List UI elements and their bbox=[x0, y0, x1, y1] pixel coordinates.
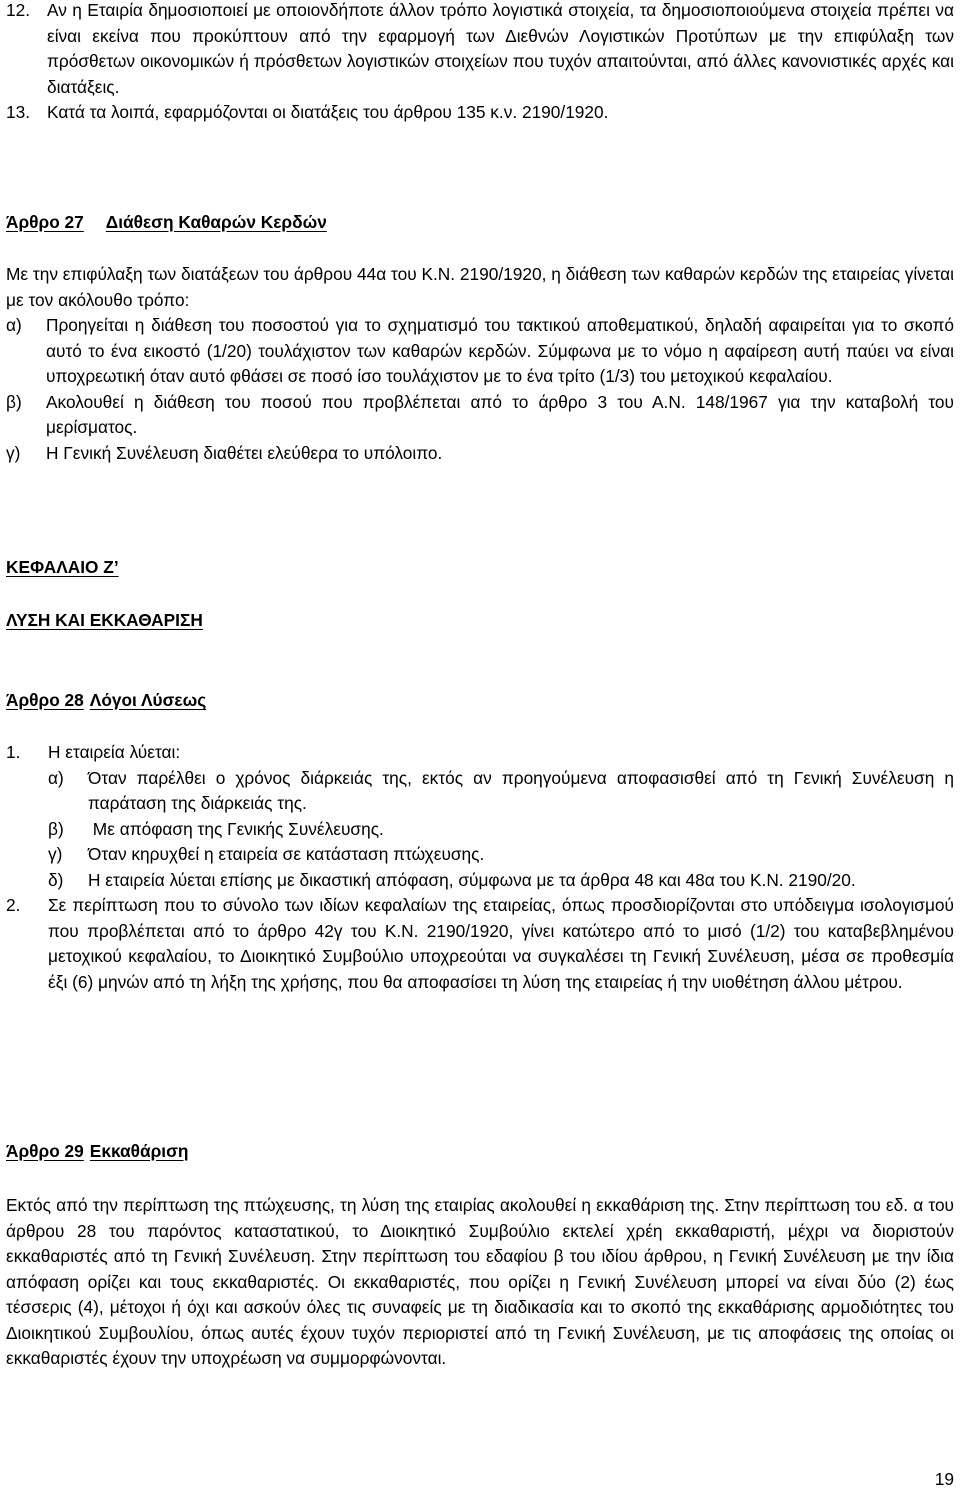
article-number: Άρθρο 28 bbox=[6, 690, 84, 710]
item-text: Η Γενική Συνέλευση διαθέτει ελεύθερα το υπόλοιπο. bbox=[46, 442, 443, 463]
article-text: Εκτός από την περίπτωση της πτώχευσης, τη λύση της εταιρίας ακολουθεί η εκκαθάριση της. Στην περίπτωση του εδ. α του άρθρου 28 του παρόντος καταστατικού, το Διοικητικό Συμβούλιο εκτελεί χρέη εκκαθαριστή, μέχρι να διοριστούν εκκαθαριστές από τη Γενική Συνέλευση. Στην περίπτωση του εδαφίου β του ιδίου άρθρου, η Γενική Συνέλευση με την ίδια απόφαση ορίζει και τους εκκαθαριστές. Οι εκκαθαριστές, που ορίζει η Γενική Συνέλευση μπορεί να είναι δύο (2) έως τέσσερις (4), μέτοχοι ή όχι και ασκούν όλες τις συναφείς με τη διαδικασία και το σκοπό της εκκαθάρισης αρμοδιότητες του Διοικητικού Συμβουλίου, όπως αυτές έχουν τυχόν περιοριστεί από τη Γενική Συνέλευση, με τις αποφάσεις της οποίας οι εκκαθαριστές έχουν την υποχρέωση να συμμορφώνονται. bbox=[6, 1195, 954, 1368]
article-28-body bbox=[6, 740, 954, 995]
article-27-body bbox=[6, 262, 954, 466]
page-number: 19 bbox=[934, 1469, 954, 1489]
item-text: Με απόφαση της Γενικής Συνέλευσης. bbox=[88, 818, 384, 839]
item-label: γ) bbox=[48, 844, 63, 864]
item-label: α) bbox=[6, 315, 22, 335]
article-29-heading bbox=[6, 1139, 954, 1165]
list-item bbox=[48, 868, 954, 894]
list-item bbox=[6, 893, 954, 995]
article-title: Λόγοι Λύσεως bbox=[89, 690, 207, 710]
article-number: Άρθρο 27 bbox=[6, 212, 84, 232]
list-item bbox=[6, 100, 954, 126]
list-item bbox=[48, 817, 954, 843]
item-label: β) bbox=[48, 818, 64, 839]
article-title: Διάθεση Καθαρών Κερδών bbox=[105, 212, 327, 232]
article-27-heading bbox=[6, 210, 954, 236]
item-text: Η εταιρεία λύεται επίσης με δικαστική απόφαση, σύμφωνα με τα άρθρα 48 και 48α του Κ.Ν. 2190/20. bbox=[88, 869, 856, 890]
item-text: Όταν παρέλθει ο χρόνος διάρκειάς της, εκτός αν προηγούμενα αποφασισθεί από τη Γενική Συνέλευση η παράταση της διάρκειάς της. bbox=[88, 767, 954, 813]
article-29-body bbox=[6, 1193, 954, 1372]
chapter-subtitle: ΛΥΣΗ ΚΑΙ ΕΚΚΑΘΑΡΙΣΗ bbox=[6, 610, 203, 630]
article-intro: Με την επιφύλαξη των διατάξεων του άρθρου 44α του Κ.Ν. 2190/1920, η διάθεση των καθαρών κερδών της εταιρείας γίνεται με τον ακόλουθο τρόπο: bbox=[6, 264, 954, 310]
item-text: Όταν κηρυχθεί η εταιρεία σε κατάσταση πτώχευσης. bbox=[88, 844, 485, 864]
chapter-title: ΚΕΦΑΛΑΙΟ Ζ’ bbox=[6, 557, 119, 577]
list-item bbox=[6, 740, 954, 893]
top-items bbox=[6, 0, 954, 126]
list-item bbox=[6, 0, 954, 100]
list-item bbox=[48, 766, 954, 817]
item-text: Η εταιρεία λύεται: bbox=[48, 742, 181, 762]
item-number: 2. bbox=[6, 895, 21, 915]
item-text: Σε περίπτωση που το σύνολο των ιδίων κεφαλαίων της εταιρείας, όπως προσδιορίζονται στο υπόδειγμα ισολογισμού που προβλέπεται από το άρθρο 42γ του Κ.Ν. 2190/1920, γίνει κατώτερο από το μισό (1/2) του καταβεβλημένου μετοχικού κεφαλαίου, το Διοικητικό Συμβούλιο υποχρεούται να συγκαλέσει τη Γενική Συνέλευση, μέσα σε προθεσμία έξι (6) μηνών από τη λήξη της χρήσης, που θα αποφασίσει τη λύση της εταιρείας ή την υιοθέτηση άλλου μέτρου. bbox=[48, 895, 954, 992]
item-number: 1. bbox=[6, 742, 21, 762]
list-item bbox=[6, 441, 954, 467]
item-text: Κατά τα λοιπά, εφαρμόζονται οι διατάξεις του άρθρου 135 κ.ν. 2190/1920. bbox=[47, 102, 609, 122]
item-text: Αν η Εταιρία δημοσιοποιεί με οποιονδήποτε άλλον τρόπο λογιστικά στοιχεία, τα δημοσιοποιούμενα στοιχεία πρέπει να είναι εκείνα που προκύπτουν από την εφαρμογή των Διεθνών Λογιστικών Προτύπων με την επιφύλαξη των πρόσθετων οικονομικών ή πρόσθετων λογιστικών στοιχείων που τυχόν απαιτούνται, από άλλες κανονιστικές αρχές και διατάξεις. bbox=[47, 0, 954, 97]
item-label: β) bbox=[6, 391, 22, 412]
item-text: Προηγείται η διάθεση του ποσοστού για το σχηματισμό του τακτικού αποθεματικού, δηλαδή αφαιρείται για το σκοπό αυτό το ένα εικοστό (1/20) τουλάχιστον των καθαρών κερδών. Σύμφωνα με το νόμο η αφαίρεση αυτή παύει να είναι υποχρεωτική όταν αυτό φθάσει σε ποσό ίσο τουλάχιστον με το ένα τρίτο (1/3) του μετοχικού κεφαλαίου. bbox=[46, 315, 954, 386]
item-label: γ) bbox=[6, 442, 21, 463]
item-label: α) bbox=[48, 767, 64, 788]
item-number: 12. bbox=[6, 0, 31, 20]
article-28-heading bbox=[6, 688, 954, 714]
article-number: Άρθρο 29 bbox=[6, 1141, 84, 1161]
list-item bbox=[6, 390, 954, 441]
item-number: 13. bbox=[6, 102, 31, 122]
list-item bbox=[48, 842, 954, 868]
item-text: Ακολουθεί η διάθεση του ποσού που προβλέπεται από το άρθρο 3 του Α.Ν. 148/1967 για την καταβολή του μερίσματος. bbox=[46, 391, 954, 437]
item-label: δ) bbox=[48, 869, 64, 890]
article-title: Εκκαθάριση bbox=[89, 1141, 189, 1161]
list-item bbox=[6, 313, 954, 390]
